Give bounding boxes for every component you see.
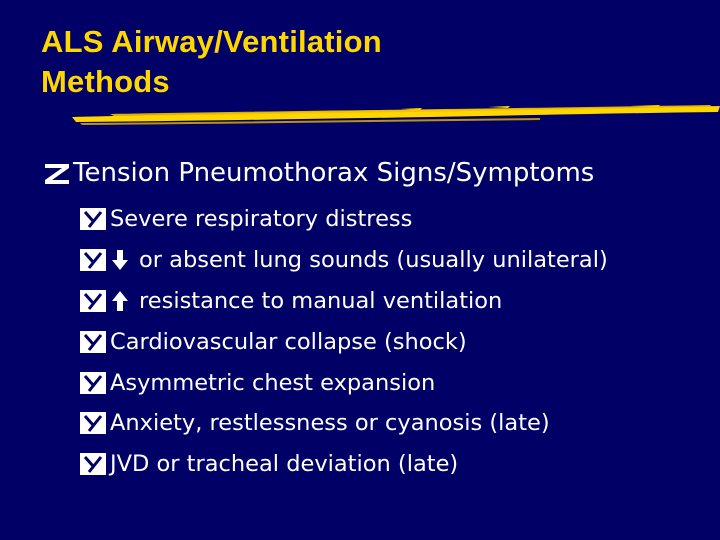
- sub-bullet-text: Cardiovascular collapse (shock): [110, 328, 467, 355]
- y-bullet-icon: [79, 330, 107, 354]
- y-bullet-icon: [79, 452, 107, 476]
- z-bullet-icon: [42, 160, 72, 186]
- sub-bullet-text: Severe respiratory distress: [110, 206, 413, 233]
- up-arrow-icon: [110, 289, 130, 313]
- sub-bullet-item: [79, 444, 608, 485]
- down-arrow-icon: [110, 248, 130, 272]
- sub-bullet-text: JVD or tracheal deviation (late): [110, 451, 459, 478]
- sub-bullet-text: Anxiety, restlessness or cyanosis (late): [110, 410, 550, 437]
- sub-bullet-item: [79, 362, 608, 403]
- main-bullet: [42, 155, 594, 191]
- main-bullet-text: Tension Pneumothorax Signs/Symptoms: [73, 158, 595, 188]
- y-bullet-icon: [79, 289, 107, 313]
- y-bullet-icon: [79, 207, 107, 231]
- sub-bullet-list: [79, 199, 608, 485]
- sub-bullet-text: Asymmetric chest expansion: [110, 369, 436, 396]
- y-bullet-icon: [79, 371, 107, 395]
- sub-bullet-text: resistance to manual ventilation: [139, 287, 503, 314]
- sub-bullet-text: or absent lung sounds (usually unilateral): [139, 247, 608, 274]
- sub-bullet-item: [79, 403, 608, 444]
- slide-title-line-1: ALS Airway/Ventilation: [41, 24, 382, 59]
- sub-bullet-item: [79, 199, 608, 240]
- slide-title: [41, 22, 382, 102]
- y-bullet-icon: [79, 411, 107, 435]
- sub-bullet-item: [79, 281, 608, 322]
- y-bullet-icon: [79, 248, 107, 272]
- title-underline-brush: [70, 103, 720, 127]
- sub-bullet-item: [79, 240, 608, 281]
- slide-title-line-2: Methods: [41, 64, 170, 99]
- sub-bullet-item: [79, 321, 608, 362]
